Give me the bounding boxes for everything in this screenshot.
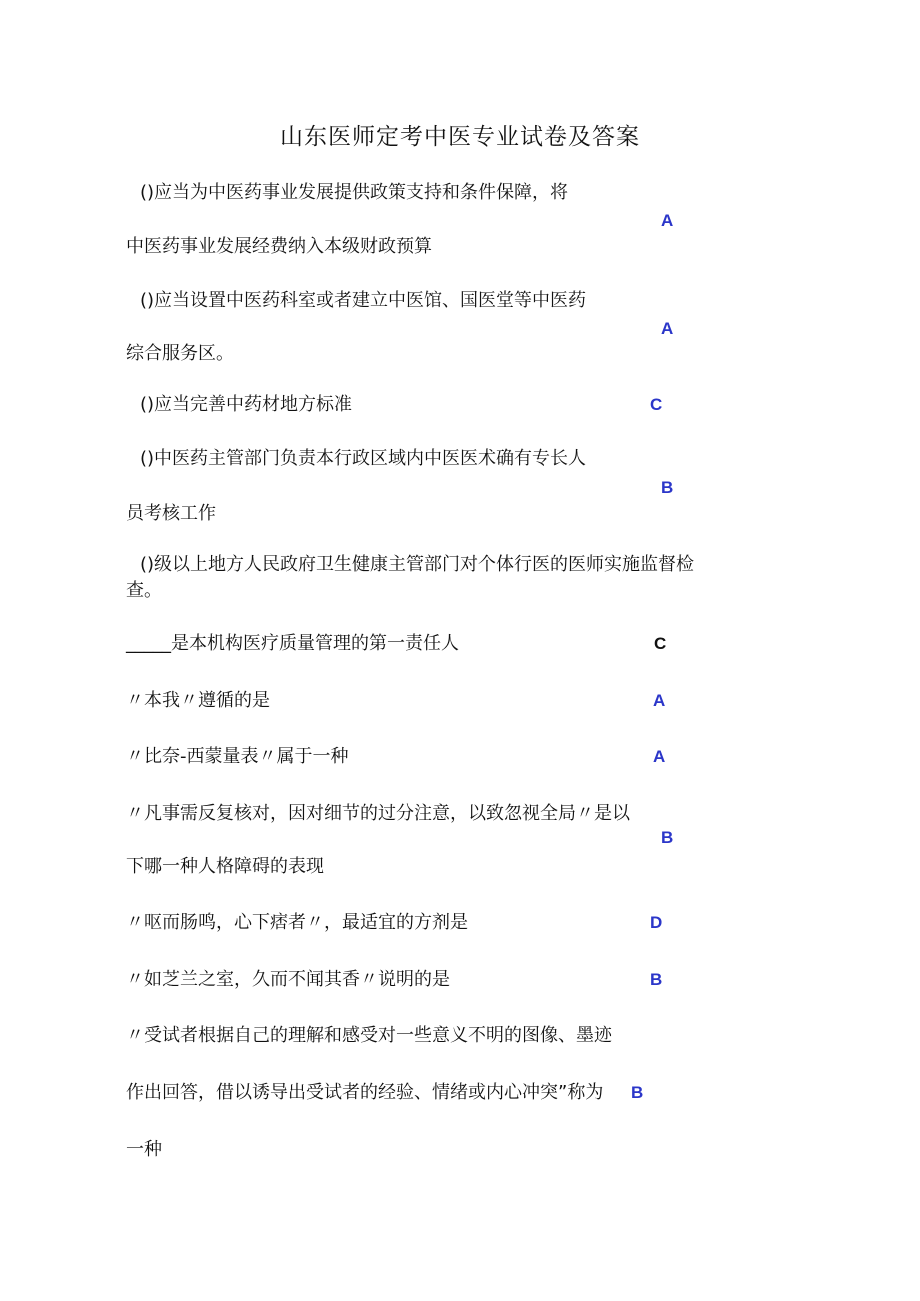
- question-6-answer: C: [654, 634, 667, 653]
- question-4-answer: B: [661, 478, 674, 497]
- question-6-line-1: _____是本机构医疗质量管理的第一责任人: [126, 633, 459, 654]
- question-9-line-1: 〃凡事需反复核对，因对细节的过分注意，以致忽视全局〃是以: [126, 803, 630, 824]
- document-title: 山东医师定考中医专业试卷及答案: [280, 124, 640, 150]
- question-11-line-1: 〃如芝兰之室，久而不闻其香〃说明的是: [126, 969, 450, 990]
- question-5-line-1: ()级以上地方人民政府卫生健康主管部门对个体行医的医师实施监督检: [140, 554, 695, 575]
- question-2-line-1: ()应当设置中医药科室或者建立中医馆、国医堂等中医药: [140, 290, 587, 311]
- question-4-line-2: 员考核工作: [126, 503, 216, 524]
- question-7-line-1: 〃本我〃遵循的是: [126, 690, 270, 711]
- question-5-line-2: 查。: [126, 580, 162, 601]
- question-12-line-2: 作出回答，借以诱导出受试者的经验、情绪或内心冲突”称为: [126, 1082, 604, 1103]
- question-11-answer: B: [650, 970, 663, 989]
- question-1-line-2: 中医药事业发展经费纳入本级财政预算: [126, 236, 432, 257]
- question-3-answer: C: [650, 395, 663, 414]
- question-3-line-1: ()应当完善中药材地方标准: [140, 394, 353, 415]
- question-7-answer: A: [653, 691, 666, 710]
- question-12-answer: B: [631, 1083, 644, 1102]
- question-8-answer: A: [653, 747, 666, 766]
- question-10-line-1: 〃呕而肠鸣，心下痞者〃，最适宜的方剂是: [126, 912, 468, 933]
- question-1-answer: A: [661, 211, 674, 230]
- question-2-answer: A: [661, 319, 674, 338]
- question-9-line-2: 下哪一种人格障碍的表现: [126, 856, 324, 877]
- question-1-line-1: ()应当为中医药事业发展提供政策支持和条件保障，将: [140, 182, 569, 203]
- question-12-line-1: 〃受试者根据自己的理解和感受对一些意义不明的图像、墨迹: [126, 1025, 612, 1046]
- question-4-line-1: ()中医药主管部门负责本行政区域内中医医术确有专长人: [140, 448, 587, 469]
- question-2-line-2: 综合服务区。: [126, 343, 234, 364]
- question-8-line-1: 〃比奈-西蒙量表〃属于一种: [126, 746, 349, 767]
- question-12-line-3: 一种: [126, 1139, 162, 1160]
- question-10-answer: D: [650, 913, 663, 932]
- question-9-answer: B: [661, 828, 674, 847]
